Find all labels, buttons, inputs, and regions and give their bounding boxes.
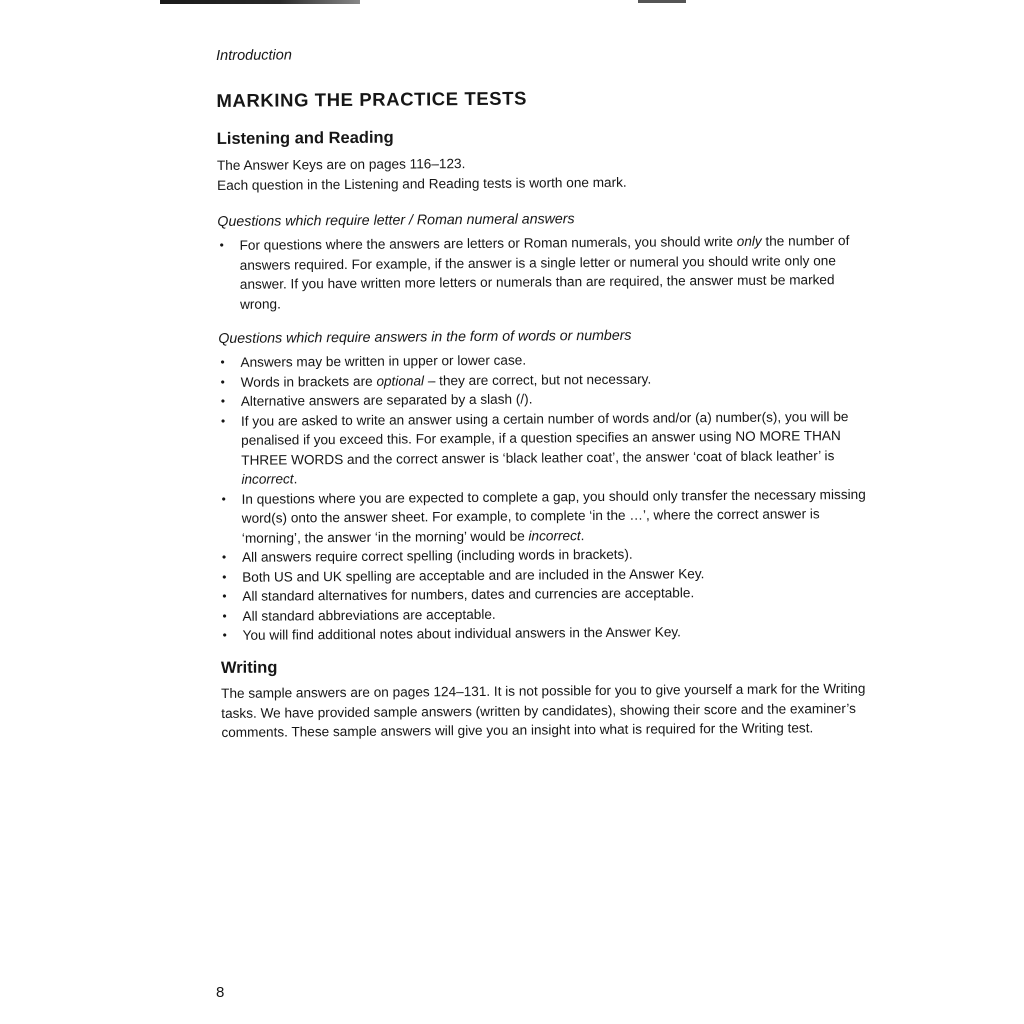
list-item-text: Alternative answers are separated by a slash (/). xyxy=(240,391,533,409)
list-item xyxy=(221,621,871,646)
list-item-text: All standard alternatives for numbers, dates and currencies are acceptable. xyxy=(242,585,695,604)
writing-paragraph: The sample answers are on pages 124–131. It is not possible for you to give yourself a mark for the Writing tasks. We have provided sample answers (written by candidates), showing their score and the examiner’s comments. These sample answers will give you an insight into what is required for the Writing test. xyxy=(221,680,866,740)
page-title: MARKING THE PRACTICE TESTS xyxy=(216,87,528,111)
letter-roman-list xyxy=(218,231,869,314)
list-item-text: . xyxy=(580,527,585,543)
list-item xyxy=(218,231,869,314)
running-head: Introduction xyxy=(216,47,292,64)
list-item xyxy=(219,484,869,548)
section-heading-listening-reading: Listening and Reading xyxy=(216,128,394,148)
list-item-text: . xyxy=(293,471,298,487)
document-page xyxy=(216,39,866,740)
list-item xyxy=(219,406,870,489)
list-item-text: the number of answers required. For example, if the answer is a single letter or numeral you should write only one answer. If you have written more letters or numerals than are required, the answer must be marked wrong. xyxy=(239,233,850,312)
list-item-text: In questions where you are expected to complete a gap, you should only transfer the necessary missing word(s) onto the answer sheet. For example, to complete ‘in the …’, where the correct answer is ‘morning’, the answer ‘in the morning’ would be xyxy=(241,486,866,546)
page-number: 8 xyxy=(216,984,225,1001)
list-item-emphasis: incorrect xyxy=(528,527,581,544)
list-item-text: If you are asked to write an answer using a certain number of words and/or (a) number(s), you will be penalised if you exceed this. For example, if a question specifies an answer using NO MORE THAN THREE WORDS and the correct answer is ‘black leather coat’, the answer ‘coat of black leather’ is xyxy=(240,408,849,468)
section-listening-reading xyxy=(217,125,871,646)
list-item-text: For questions where the answers are letters or Roman numerals, you should write xyxy=(239,233,737,253)
subheading-letter-roman: Questions which require letter / Roman numeral answers xyxy=(217,211,575,230)
list-item-text: Both US and UK spelling are acceptable and are included in the Answer Key. xyxy=(242,565,705,585)
scan-edge-mark xyxy=(160,0,360,4)
list-item-emphasis: optional xyxy=(376,372,425,389)
section-heading-writing: Writing xyxy=(220,658,278,677)
words-numbers-list xyxy=(218,348,870,646)
list-item-emphasis: incorrect xyxy=(241,471,294,487)
list-item-text: All answers require correct spelling (including words in brackets). xyxy=(241,546,633,565)
scan-edge-mark xyxy=(638,0,686,3)
answer-keys-line: The Answer Keys are on pages 116–123. xyxy=(216,156,466,173)
list-item-text: Answers may be written in upper or lower case. xyxy=(240,352,527,370)
list-item-text: Words in brackets are xyxy=(240,373,377,390)
list-item-emphasis: only xyxy=(736,233,762,249)
subheading-words-numbers: Questions which require answers in the form of words or numbers xyxy=(218,327,632,347)
list-item-text: You will find additional notes about individual answers in the Answer Key. xyxy=(242,624,681,643)
list-item-text: All standard abbreviations are acceptable. xyxy=(242,606,496,624)
list-item-text: – they are correct, but not necessary. xyxy=(423,371,652,388)
mark-value-line: Each question in the Listening and Reading tests is worth one mark. xyxy=(217,174,627,193)
section-writing xyxy=(221,654,872,743)
